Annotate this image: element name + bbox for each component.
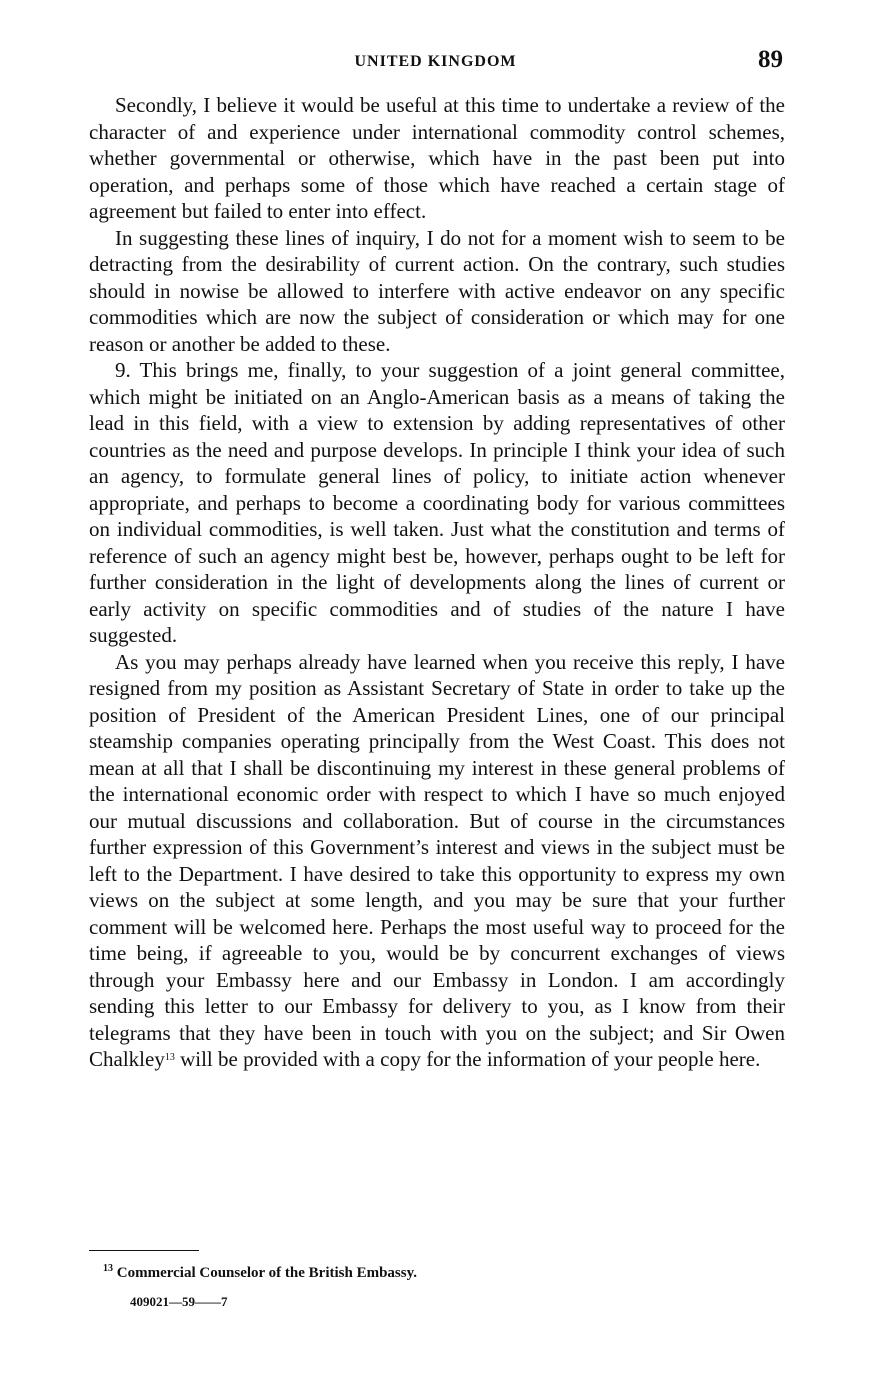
footnote-text: Commercial Counselor of the British Embassy. xyxy=(116,1265,418,1281)
body-text xyxy=(89,92,785,1073)
paragraph-text: As you may perhaps already have learned when you receive this reply, I have resigned from my position as Assistant Secretary of State in order to take up the position of President of the American President Lines, one of our principal steamship companies operating principally from the West Coast. This does not mean at all that I shall be discontinuing my interest in these general problems of the international economic order with respect to which I have so much enjoyed our mutual discussions and collaboration. But of course in the circumstances further expression of this Government’s interest and views in the subject must be left to the Department. I have desired to take this opportunity to express my own views on the subject at some length, and you may be sure that your further comment will be welcomed here. Perhaps the most useful way to proceed for the time being, if agreeable to you, would be by concurrent exchanges of views through your Embassy here and our Embassy in London. I am accordingly sending this letter to our Embassy for delivery to you, as I know from their telegrams that they have been in touch with you on the subject; and Sir Owen Chalkley xyxy=(89,649,785,1071)
paragraph: Secondly, I believe it would be useful at this time to undertake a review of the character of and experience under international commodity control schemes, whether governmental or otherwise, which have in the past been put into operation, and perhaps some of those which have reached a certain stage of agreement but failed to enter into effect. xyxy=(89,93,785,223)
paragraph: 9. This brings me, finally, to your suggestion of a joint general committee, which might be initiated on an Anglo-American basis as a means of taking the lead in this field, with a view to extension by adding representatives of other countries as the need and purpose develops. In principle I think your idea of such an agency, to formulate general lines of policy, to initiate action whenever appropriate, and perhaps to become a coordinating body for various committees on individual commodities, is well taken. Just what the constitution and terms of reference of such an agency might best be, however, perhaps ought to be left for further consideration in the light of developments along the lines of current or early activity on specific commodities and of studies of the nature I have suggested. xyxy=(89,358,785,647)
paragraph: In suggesting these lines of inquiry, I do not for a moment wish to seem to be detracting from the desirability of current action. On the contrary, such studies should in nowise be allowed to interfere with active endeavor on any specific commodities which are now the subject of consideration or which may for one reason or another be added to these. xyxy=(89,225,785,356)
paragraph-with-footnote xyxy=(89,649,785,1073)
footnote-marker: 13 xyxy=(103,1263,113,1274)
footnote-reference: 13 xyxy=(164,1052,175,1063)
page-number: 89 xyxy=(758,46,783,73)
paragraph-text-continued: will be provided with a copy for the information of your people here. xyxy=(174,1047,761,1071)
print-code: 409021—59——7 xyxy=(130,1294,228,1309)
footnote xyxy=(103,1265,417,1282)
footnote-divider xyxy=(89,1250,199,1251)
running-header: UNITED KINGDOM xyxy=(354,53,517,70)
